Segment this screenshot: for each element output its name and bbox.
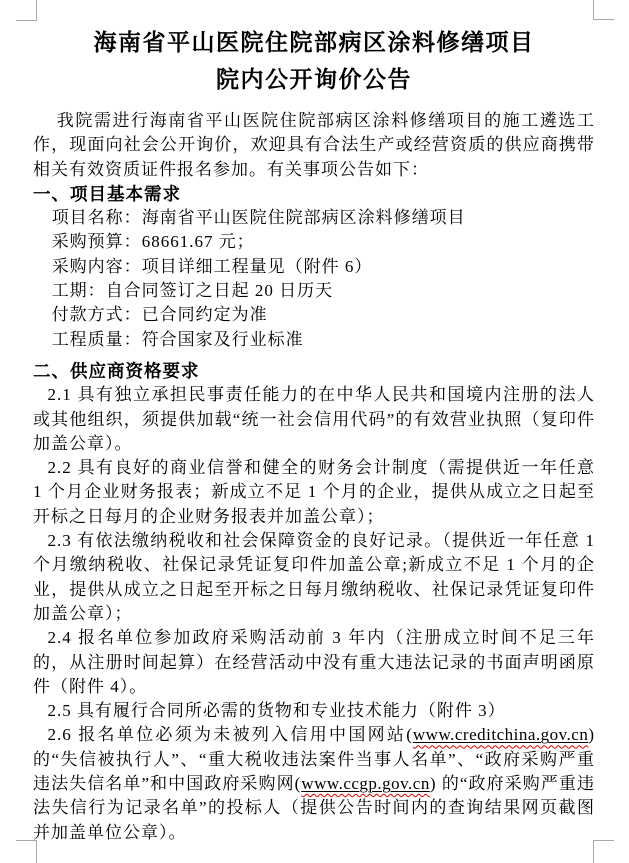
item-value: 符合国家及行业标准: [141, 329, 304, 349]
page-title: [33, 24, 595, 98]
item-value: 已合同约定为准: [141, 305, 268, 325]
clause-2-6-text: ) 的“政府采购严重违法失信行为记录名单”的投标人（提供公告时间内的查询结果网页截图并加盖单位公章）。: [33, 774, 595, 842]
page-title-line-2: 院内公开询价公告: [216, 67, 412, 92]
clause-2-5: 2.5 具有履行合同所必需的货物和专业技术能力（附件 3）: [47, 701, 506, 721]
clause-2-1: 2.1 具有独立承担民事责任能力的在中华人民共和国境内注册的法人或其他组织，须提供加载“统一社会信用代码”的有效营业执照（复印件加盖公章）。: [33, 385, 595, 453]
intro-paragraph: 我院需进行海南省平山医院住院部病区涂料修缮项目的施工遴选工作，现面向社会公开询价，欢迎具有合法生产或经营资质的供应商携带相关有效资质证件报名参加。有关事项公告如下：: [33, 111, 595, 179]
text-boundary-mark-bottom-right: [593, 840, 614, 863]
item-value: 自合同签订之日起 20 日历天: [105, 281, 334, 301]
url-ccgp: www.ccgp.gov.cn: [301, 774, 430, 794]
item-value: 项目详细工程量见（附件 6）: [141, 256, 373, 276]
item-label: 付款方式：: [51, 305, 142, 325]
clause-2-6-text: )的“失信被执行人”、“重大税收违法案件当事人名单”、“政府采购严重违法失信名单”和中国政府采购网(: [33, 725, 595, 794]
clause-2-6-text: 2.6 报名单位必须为未被列入信用中国网站(: [47, 725, 413, 745]
url-creditchina: www.creditchina.gov.cn: [412, 725, 589, 745]
clause-2-2: 2.2 具有良好的商业信誉和健全的财务会计制度（需提供近一年任意 1 个月企业财务报表；新成立不足 1 个月的企业，提供从成立之日起至开标之日每月的企业财务报表并加盖公章）；: [33, 458, 595, 526]
section-2-heading: 二、供应商资格要求: [33, 360, 200, 381]
item-label: 采购预算：: [51, 232, 142, 252]
item-value: 68661.67 元；: [141, 232, 255, 252]
item-label: 工期：: [51, 281, 106, 301]
item-row-procurement-content: [33, 255, 595, 279]
item-row-payment-method: [33, 303, 595, 327]
item-row-budget: [33, 230, 595, 254]
page-title-line-1: 海南省平山医院住院部病区涂料修缮项目: [93, 30, 535, 55]
clause-2-4: 2.4 报名单位参加政府采购活动前 3 年内（注册成立时间不足三年的，从注册时间起算）在经营活动中没有重大违法记录的书面声明函原件（附件 4）。: [33, 628, 595, 696]
clause-2-3: 2.3 有依法缴纳税收和社会保障资金的良好记录。（提供近一年任意 1 个月缴纳税收、社保记录凭证复印件加盖公章;新成立不足 1 个月的企业，提供从成立之日起至开标之日每月缴纳税收、社保记录凭证复印件加盖公章）；: [33, 531, 595, 623]
clause-2-6: [33, 723, 595, 844]
item-label: 采购内容：: [51, 256, 142, 276]
document-body: [33, 20, 595, 845]
item-row-project-quality: [33, 328, 595, 352]
section-1-heading: 一、项目基本需求: [33, 183, 181, 204]
item-label: 项目名称：: [51, 208, 142, 228]
item-value: 海南省平山医院住院部病区涂料修缮项目: [141, 208, 466, 228]
item-label: 工程质量：: [51, 329, 142, 349]
text-boundary-mark-top-left: [16, 0, 37, 21]
item-row-project-name: [33, 206, 595, 230]
item-row-construction-period: [33, 279, 595, 303]
text-boundary-mark-top-right: [593, 0, 614, 20]
